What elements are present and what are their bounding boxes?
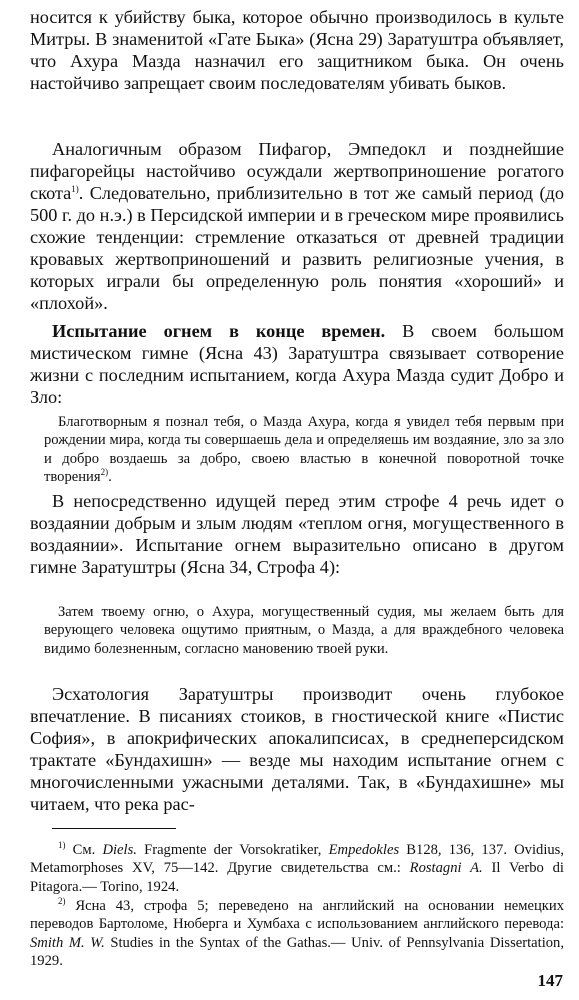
- quote-2: [44, 603, 564, 658]
- page-number: 147: [537, 971, 563, 990]
- footnote-1-author: Diels.: [102, 842, 137, 858]
- paragraph-2-text-a: Аналогичным образом Пифагор, Эмпедокл и позднейшие пифагорейцы настойчиво осуждали жертвоприношение рогатого скота: [30, 139, 564, 203]
- paragraph-3-text: В своем большом мистическом гимне (Ясна 43) Заратуштра связывает сотворение жизни с последним испытанием, когда Ахура Мазда судит Добро и Зло:: [30, 321, 565, 407]
- footnote-2-text-a: Ясна 43, строфа 5; переведено на английский на основании немецких переводов Бартоломе, Нюберга и Хумбаха с использованием английского перевода:: [30, 898, 564, 933]
- footnote-2-author: Smith M. W.: [30, 934, 105, 951]
- footnote-1-text-a: См.: [65, 842, 103, 858]
- footnote-1-text-c: B128, 136, 137. Ovidius, Metamorphoses XV, 75—142. Другие свидетельства см.:: [30, 842, 565, 877]
- footnote-1-work: Empedokles: [328, 842, 400, 858]
- quote-2-text: Затем твоему огню, о Ахура, могущественный судия, мы желаем быть для верующего человека ощутимо приятным, о Мазда, а для враждебного человека видимо болезненным, согласно мановению твоей руки.: [44, 604, 564, 657]
- section-heading: Испытание огнем в конце времен.: [52, 321, 386, 341]
- footnote-1: [30, 841, 564, 896]
- paragraph-2: [30, 138, 564, 314]
- footnote-ref-2[interactable]: 2): [100, 467, 109, 478]
- quote-1: [44, 413, 564, 486]
- footnote-2-mark: 2): [58, 896, 66, 907]
- paragraph-4-text: В непосредственно идущей перед этим строфе 4 речь идет о воздаянии добрым и злым людям «теплом огня, могущественного в воздаянии». Испытание огнем выразительно описано в другом гимне Заратуштры (Ясна 34, Строфа 4):: [30, 491, 564, 577]
- paragraph-1-text: носится к убийству быка, которое обычно производилось в культе Митры. В знаменитой «Гате Быка» (Ясна 29) Заратуштра объявляет, что Ахура Мазда назначил его защитником быка. Он очень настойчиво запрещает своим последователям убивать быков.: [30, 7, 564, 93]
- footnote-1-mark: 1): [58, 840, 66, 851]
- paragraph-5-text: Эсхатология Заратуштры производит очень глубокое впечатление. В писаниях стоиков, в гностической книге «Пистис София», в апокрифических апокалипсисах, в среднеперсидском трактате «Бундахишн» — везде мы находим испытание огнем с многочисленными ужасными деталями. Так, в «Бундахишне» мы читаем, что река рас-: [30, 684, 564, 814]
- footnote-1-text-b: Fragmente der Vorsokratiker,: [136, 842, 329, 858]
- footnote-1-text-d: Il Verbo di Pitagora.— Torino, 1924.: [30, 860, 564, 895]
- paragraph-5: [30, 683, 564, 815]
- quote-1-end: .: [108, 468, 112, 485]
- quote-1-text: Благотворным я познал тебя, о Мазда Ахура, когда я увидел тебя первым при рождении мира, когда ты совершаешь дела и определяешь им воздаяние, зло за зло и добро воздаешь за добро, своею властью в конечной поворотной точке творения: [44, 414, 564, 485]
- paragraph-2-text-b: . Следовательно, приблизительно в тот же самый период (до 500 г. до н.э.) в Персидской империи и в греческом мире проявились схожие тенденции: стремление отказаться от древней традиции кровавых жертвоприношений и развить религиозные учения, в которых играли бы определенную роль понятия «хороший» и «плохой».: [30, 183, 564, 313]
- footnote-1-author-2: Rostagni A.: [409, 860, 483, 877]
- footnote-2-text-b: Studies in the Syntax of the Gathas.— Univ. of Pennsylvania Dissertation, 1929.: [30, 934, 564, 970]
- footnote-2: [30, 897, 564, 971]
- paragraph-1: [30, 6, 564, 94]
- footnote-ref-1[interactable]: 1): [71, 183, 79, 194]
- paragraph-4: [30, 490, 564, 578]
- footnote-divider: [52, 828, 176, 829]
- paragraph-3: [30, 320, 564, 408]
